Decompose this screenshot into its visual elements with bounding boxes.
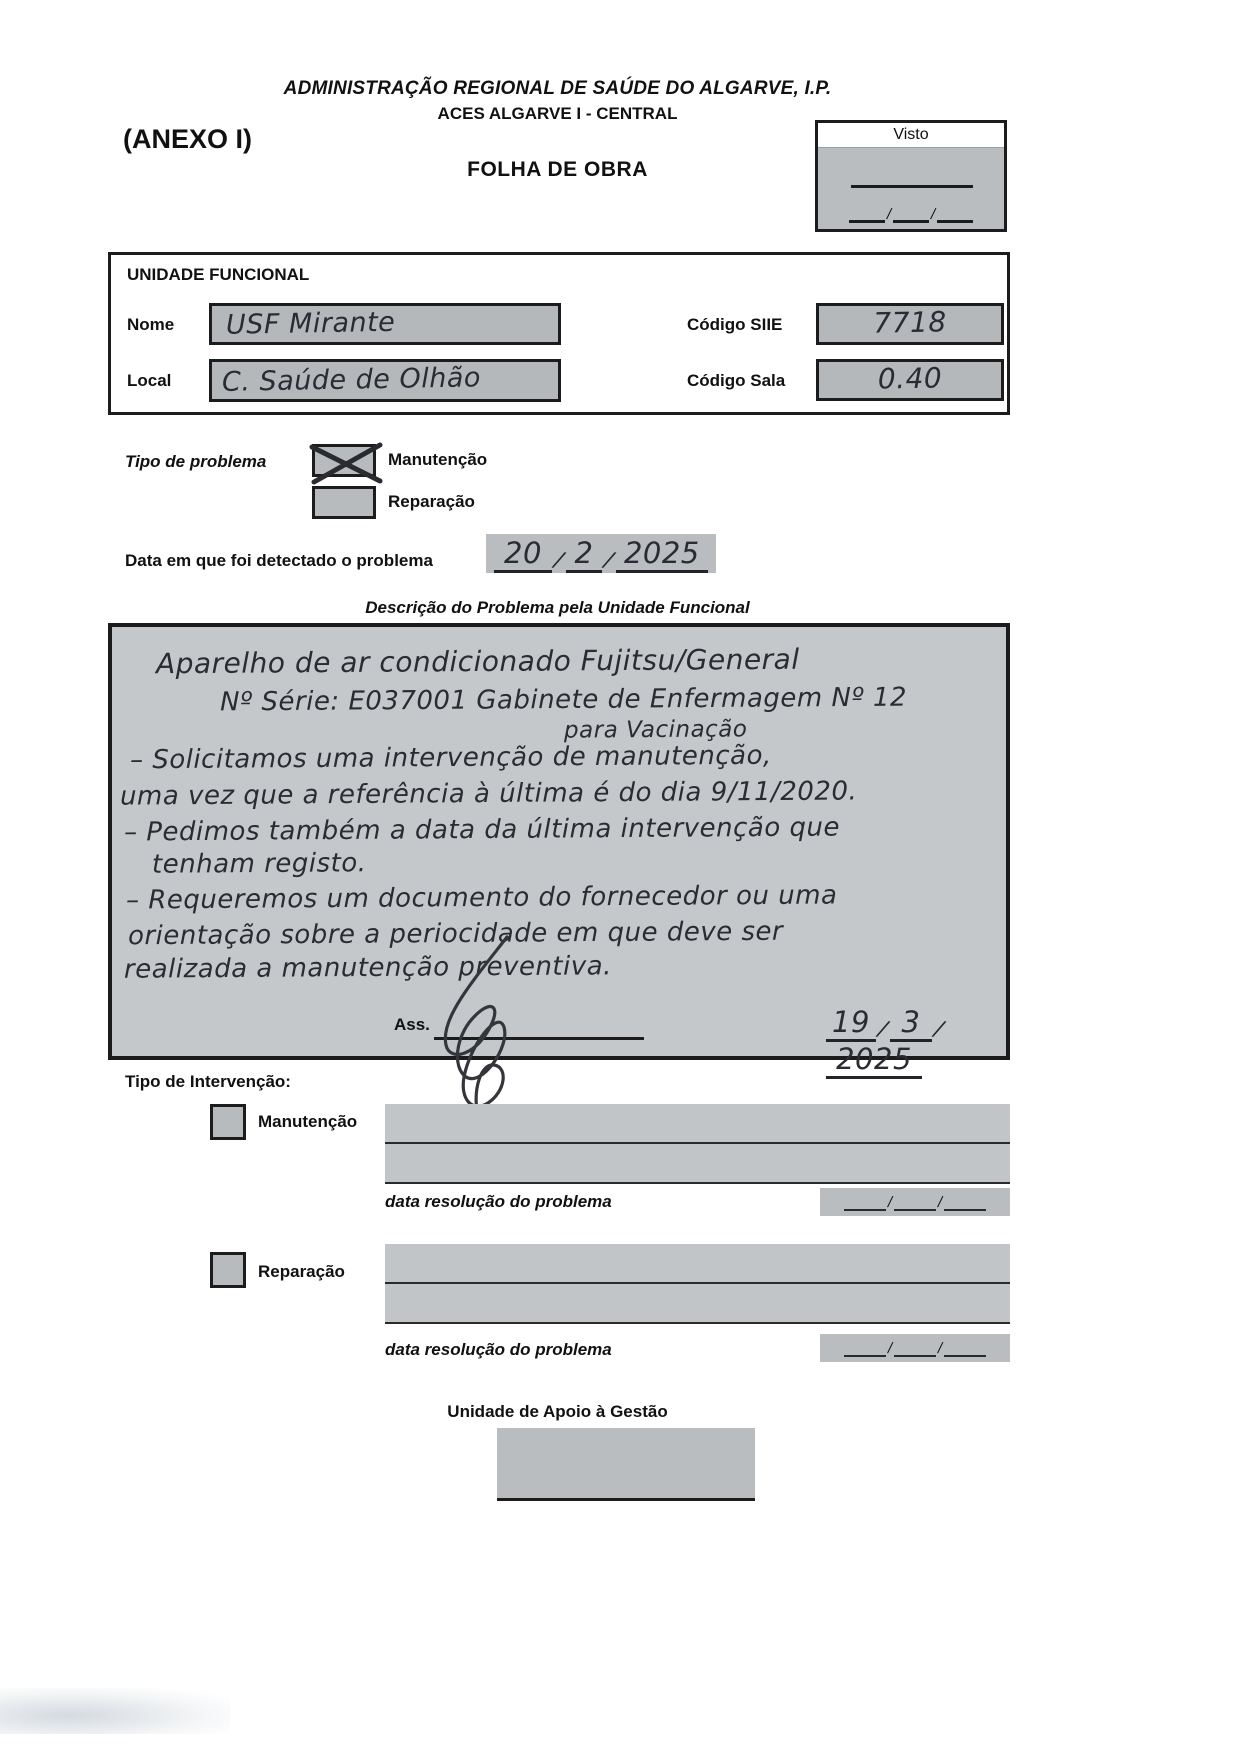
codigo-siie-label: Código SIIE — [687, 315, 783, 334]
data-detetado-label: Data em que foi detectado o problema — [125, 551, 433, 570]
data-detetado-day: 20 — [494, 536, 552, 573]
tipo-intervencao-label: Tipo de Intervenção: — [125, 1072, 291, 1091]
uag-signature-field[interactable] — [497, 1428, 755, 1501]
data-detetado-month: 2 — [566, 536, 602, 573]
descricao-line: para Vacinação — [563, 716, 748, 744]
nome-label: Nome — [127, 315, 175, 334]
org-name: ADMINISTRAÇÃO REGIONAL DE SAÚDE DO ALGARVE, I.P. — [283, 78, 832, 99]
codigo-sala-label: Código Sala — [687, 371, 786, 390]
descricao-line: – Solicitamos uma intervenção de manutenção, — [129, 740, 772, 776]
descricao-line: realizada a manutenção preventiva. — [123, 951, 612, 985]
data-resolucao-field-1[interactable]: / / — [820, 1188, 1010, 1216]
descricao-box[interactable] — [108, 623, 1010, 1076]
visto-date-field[interactable]: / / — [818, 206, 1004, 223]
descricao-date-day: 19 — [826, 1005, 876, 1042]
local-value: C. Saúde de Olhão — [221, 362, 482, 398]
descricao-line: – Requeremos um documento do fornecedor ou uma — [125, 880, 838, 916]
manutencao-problema-checkbox[interactable] — [312, 444, 376, 477]
local-field[interactable] — [209, 359, 561, 402]
descricao-line: orientação sobre a periocidade em que deve ser — [127, 916, 784, 952]
data-resolucao-field-2[interactable]: / / — [820, 1334, 1010, 1362]
descricao-date: 19 / 3 /2025 — [826, 1005, 1006, 1079]
data-resolucao-label-2: data resolução do problema — [385, 1340, 612, 1359]
scan-smudge — [0, 1688, 230, 1734]
data-resolucao-label-1: data resolução do problema — [385, 1192, 612, 1211]
assinatura-line[interactable] — [434, 1037, 644, 1040]
assinatura-label: Ass. — [394, 1015, 430, 1034]
descricao-line: Nº Série: E037001 Gabinete de Enfermagem Nº 12 — [219, 682, 908, 718]
x-mark-icon — [308, 441, 384, 485]
annex-label: (ANEXO I) — [123, 124, 253, 154]
nome-field[interactable] — [209, 303, 561, 345]
org-unit: ACES ALGARVE I - CENTRAL — [437, 104, 678, 123]
descricao-date-month: 3 — [890, 1005, 932, 1042]
descricao-date-year: 2025 — [826, 1042, 922, 1079]
reparacao-problema-checkbox[interactable] — [312, 486, 376, 519]
data-detetado-field[interactable]: 20 / 2 / 2025 — [486, 534, 716, 573]
data-detetado-year: 2025 — [616, 536, 708, 573]
codigo-sala-value: 0.40 — [877, 361, 943, 396]
reparacao-notes-area[interactable] — [385, 1244, 1010, 1324]
unidade-funcional-section — [108, 252, 1010, 415]
manutencao-intervencao-label: Manutenção — [258, 1112, 358, 1131]
manutencao-intervencao-checkbox[interactable] — [210, 1104, 246, 1140]
visto-label: Visto — [818, 123, 1004, 148]
manutencao-problema-label: Manutenção — [388, 450, 488, 469]
codigo-siie-field[interactable] — [816, 303, 1004, 345]
local-label: Local — [127, 371, 172, 390]
uag-label: Unidade de Apoio à Gestão — [447, 1402, 668, 1421]
visto-box — [815, 120, 1007, 232]
form-title: FOLHA DE OBRA — [467, 158, 648, 181]
nome-value: USF Mirante — [225, 306, 396, 341]
descricao-title: Descrição do Problema pela Unidade Funcional — [365, 598, 750, 617]
manutencao-notes-area[interactable] — [385, 1104, 1010, 1184]
descricao-line: uma vez que a referência à última é do dia 9/11/2020. — [119, 776, 858, 812]
descricao-line: – Pedimos também a data da última intervenção que — [123, 812, 841, 848]
reparacao-intervencao-label: Reparação — [258, 1262, 345, 1281]
reparacao-intervencao-checkbox[interactable] — [210, 1252, 246, 1288]
section-title: UNIDADE FUNCIONAL — [127, 265, 310, 284]
reparacao-problema-label: Reparação — [388, 492, 475, 511]
codigo-sala-field[interactable] — [816, 359, 1004, 401]
descricao-line: Aparelho de ar condicionado Fujitsu/General — [155, 642, 800, 681]
descricao-line: tenham registo. — [151, 848, 367, 880]
visto-signature-line[interactable] — [851, 185, 973, 188]
codigo-siie-value: 7718 — [873, 305, 947, 340]
tipo-problema-label: Tipo de problema — [125, 452, 267, 471]
